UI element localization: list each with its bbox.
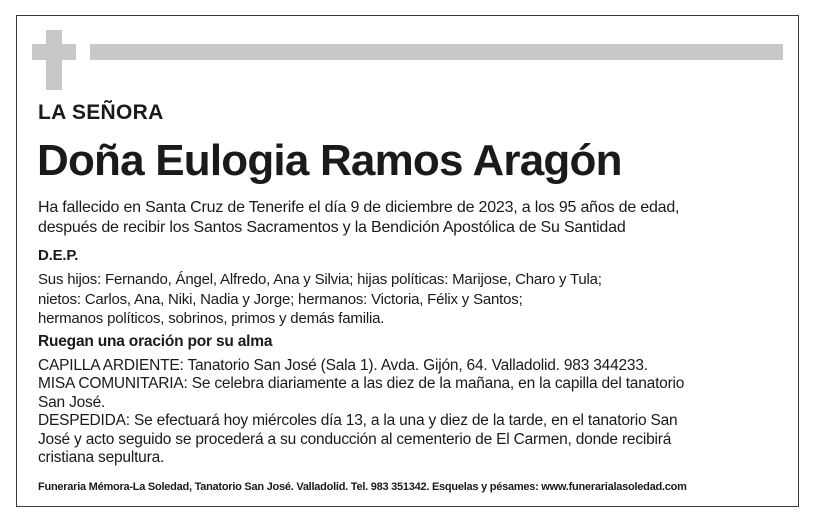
dep-label: D.E.P.: [38, 247, 79, 264]
honorific: LA SEÑORA: [38, 101, 164, 124]
funeral-home-footer: Funeraria Mémora-La Soledad, Tanatorio San José. Valladolid. Tel. 983 351342. Esquelas y pésames: www.funerarialasoledad.com: [38, 481, 687, 493]
service-line: cristiana sepultura.: [38, 449, 165, 467]
family-line: Sus hijos: Fernando, Ángel, Alfredo, Ana y Silvia; hijas políticas: Marijose, Charo y Tula;: [38, 271, 602, 288]
family-line: nietos: Carlos, Ana, Niki, Nadia y Jorge; hermanos: Victoria, Félix y Santos;: [38, 290, 523, 308]
intro-line: Ha fallecido en Santa Cruz de Tenerife el día 9 de diciembre de 2023, a los 95 años de edad,: [38, 199, 680, 216]
intro-paragraph: [38, 198, 679, 238]
service-line: CAPILLA ARDIENTE: Tanatorio San José (Sala 1). Avda. Gijón, 64. Valladolid. 983 344233.: [38, 357, 648, 374]
cross-icon: [32, 30, 76, 90]
family-line: hermanos políticos, sobrinos, primos y demás familia.: [38, 310, 385, 327]
service-line: San José.: [38, 393, 106, 411]
intro-line: después de recibir los Santos Sacramentos y la Bendición Apostólica de Su Santidad: [38, 219, 626, 236]
service-line: José y acto seguido se procederá a su conducción al cementerio de El Carmen, donde recibirá: [38, 430, 672, 448]
deceased-name: Doña Eulogia Ramos Aragón: [37, 136, 622, 185]
service-line: DESPEDIDA: Se efectuará hoy miércoles día 13, a la una y diez de la tarde, en el tanatorio San: [38, 412, 678, 430]
decorative-bar: [90, 44, 783, 60]
family-paragraph: [38, 270, 602, 329]
services-paragraph: [38, 357, 684, 467]
service-line: MISA COMUNITARIA: Se celebra diariamente a las diez de la mañana, en la capilla del tanatorio: [38, 375, 685, 393]
prayer-request: Ruegan una oración por su alma: [38, 333, 273, 350]
